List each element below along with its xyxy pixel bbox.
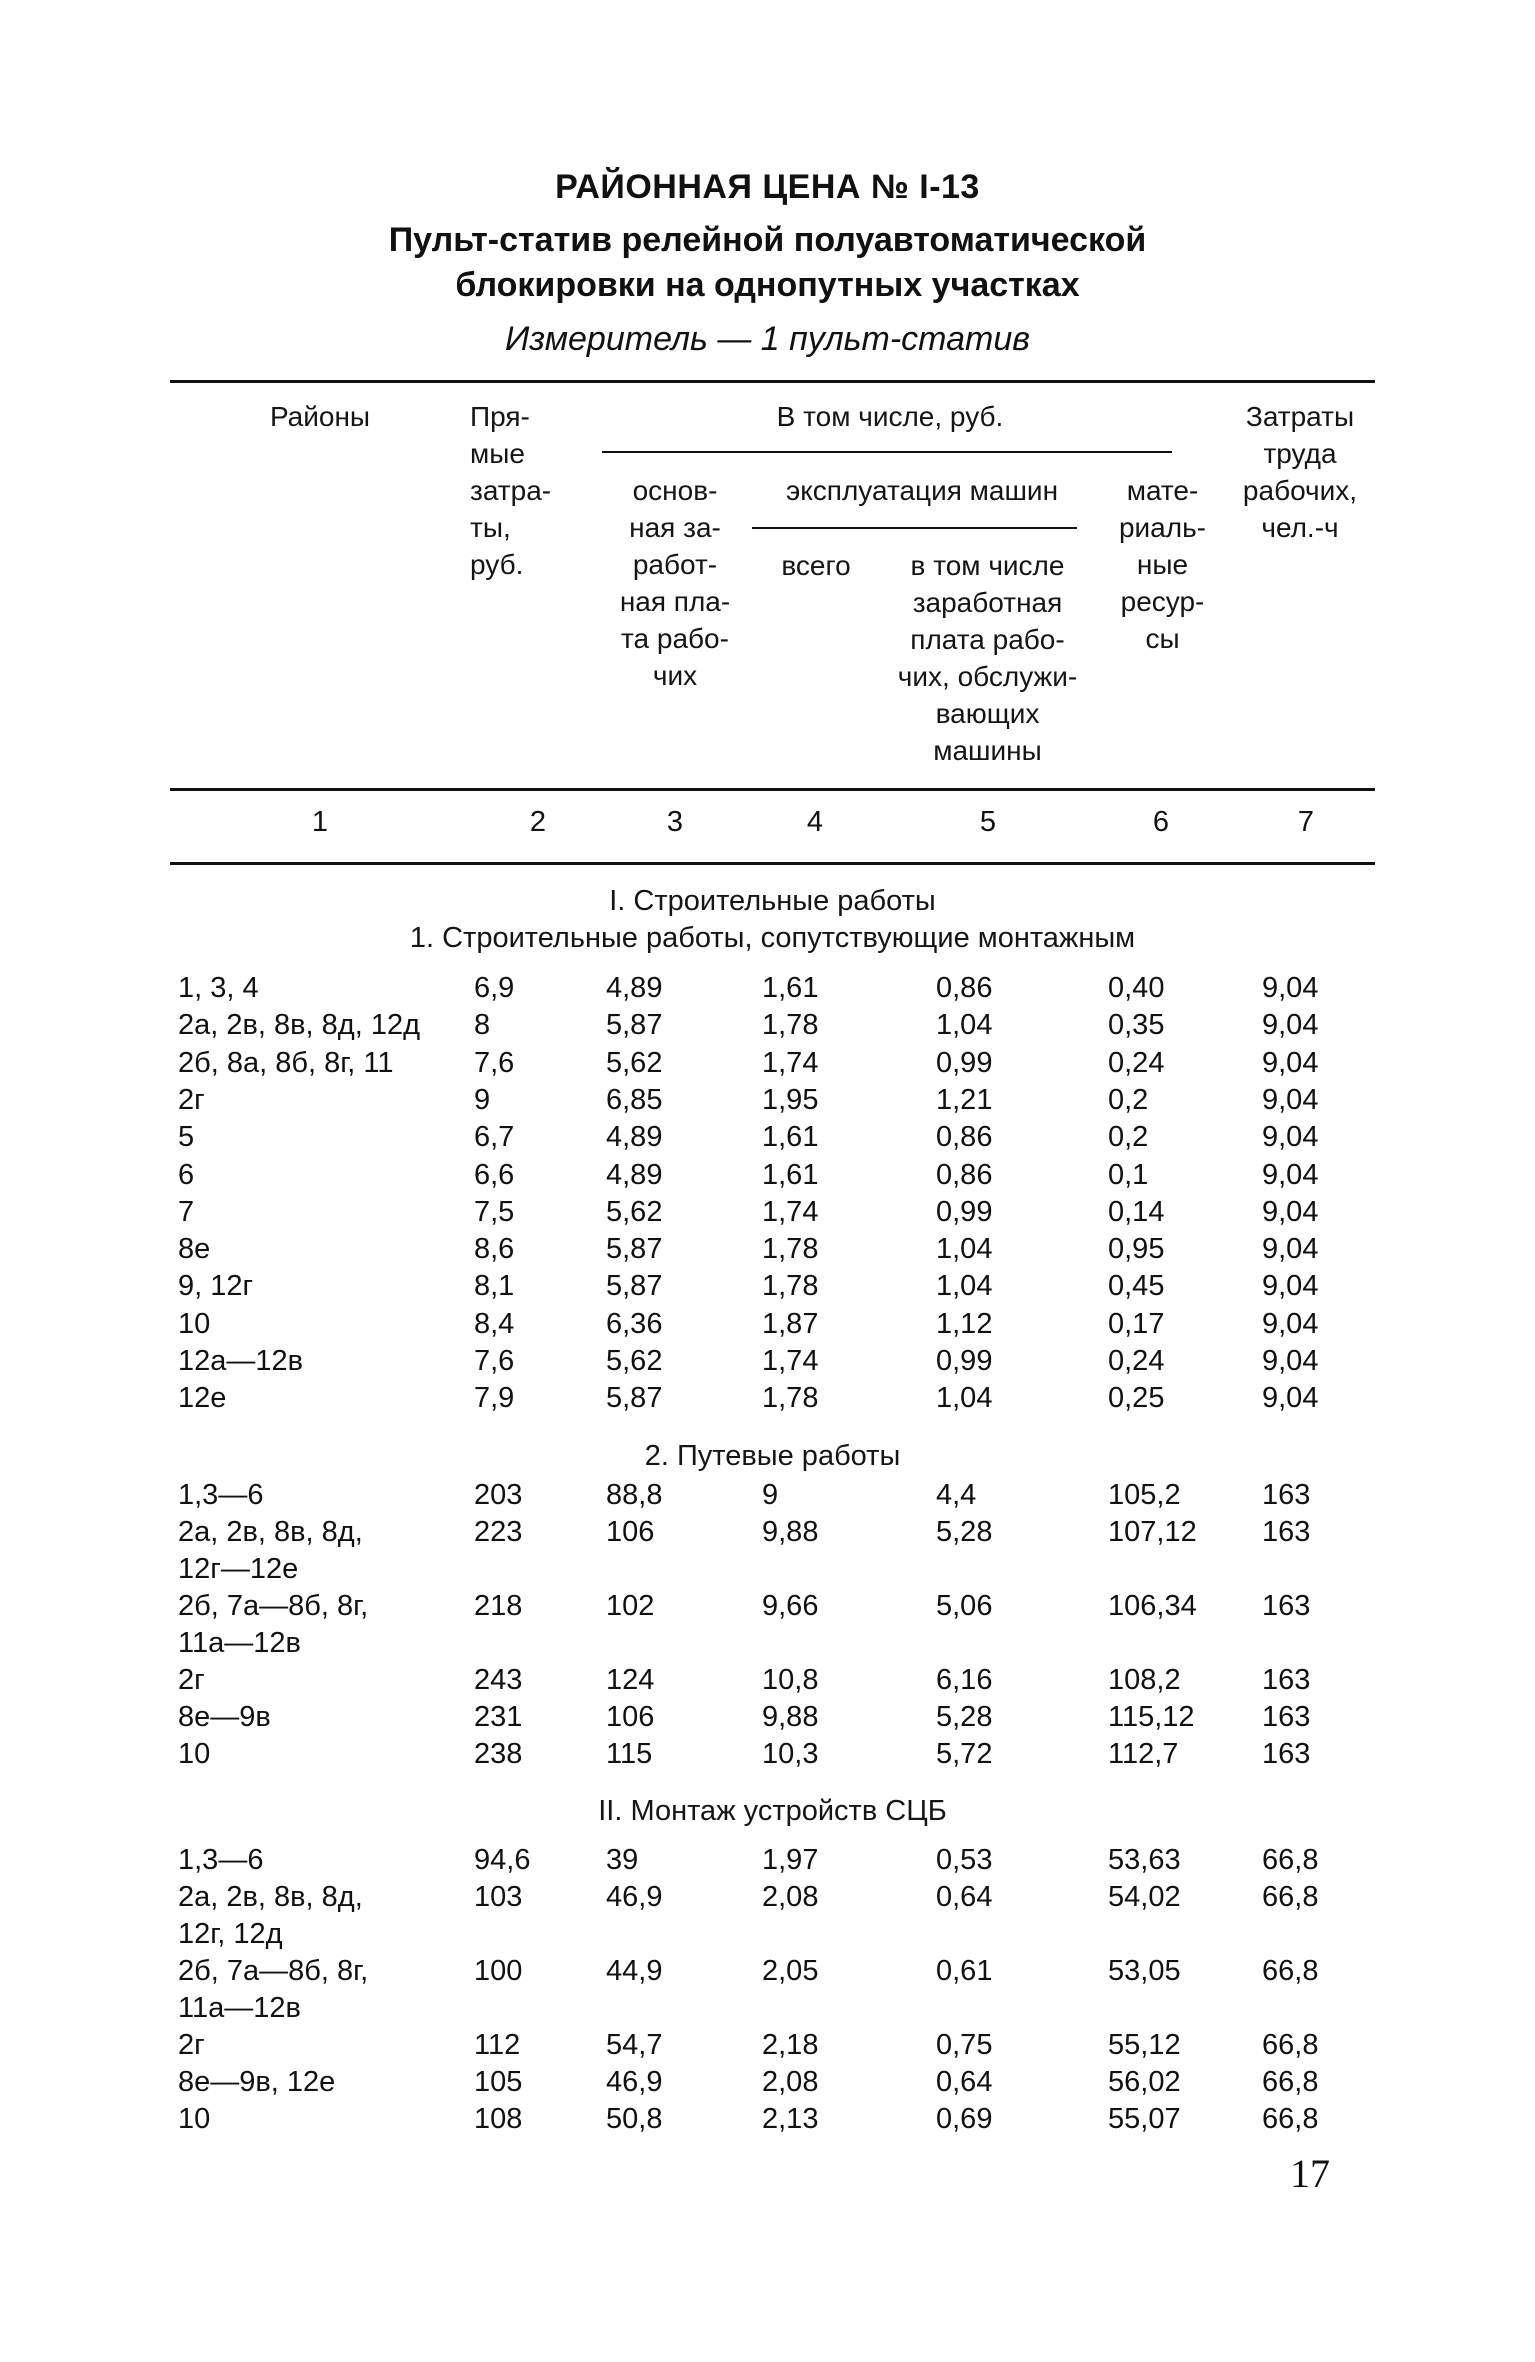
value-cell: 108 [474,2103,523,2135]
value-cell: 9 [762,1479,779,1511]
value-cell: 7,9 [474,1382,515,1415]
value-cell: 238 [474,1738,523,1770]
district-cell: 7 [178,1195,195,1228]
section-heading: II. Монтаж устройств СЦБ [598,1795,947,1827]
header-machine-rule [752,527,1077,529]
value-cell: 1,21 [936,1083,993,1116]
column-number: 2 [529,806,547,838]
district-cell: 2г [178,1083,205,1116]
district-cell: 8е [178,1233,211,1266]
district-cell: 8е—9в, 12е [178,2066,336,2098]
header-machine-wage: в том числе заработная плата рабо- чих, обслужи- вающих машины [897,550,1078,766]
value-cell: 6,6 [474,1158,515,1191]
district-cell: 5 [178,1121,195,1154]
value-cell: 9,04 [1262,1307,1319,1340]
value-cell: 8 [474,1009,491,1042]
value-cell: 0,24 [1108,1345,1165,1377]
value-cell: 1,74 [762,1195,819,1228]
value-cell: 106,34 [1108,1590,1197,1622]
district-cell: 8е—9в [178,1701,271,1733]
subsection-heading: 1. Строительные работы, сопутствующие монтажным [409,922,1136,954]
value-cell: 6,7 [474,1121,515,1154]
value-cell: 50,8 [606,2103,663,2135]
value-cell: 6,36 [606,1307,663,1340]
column-number: 6 [1152,806,1170,838]
value-cell: 7,6 [474,1046,515,1079]
value-cell: 9,04 [1262,1195,1319,1228]
district-cell: 2г [178,1664,205,1696]
header-total: всего [781,550,851,581]
value-cell: 0,2 [1108,1121,1149,1154]
value-cell: 124 [606,1664,655,1696]
district-cell: 2а, 2в, 8в, 8д, 12д [178,1009,421,1042]
value-cell: 9,04 [1262,1270,1319,1303]
district-cell: 10 [178,2103,211,2135]
value-cell: 6,9 [474,972,515,1004]
value-cell: 1,97 [762,1844,819,1876]
value-cell: 163 [1262,1590,1311,1622]
value-cell: 88,8 [606,1479,663,1511]
value-cell: 0,86 [936,972,993,1004]
value-cell: 66,8 [1262,1881,1319,1913]
table-top-rule [170,380,1375,383]
value-cell: 1,04 [936,1009,993,1042]
price-title: РАЙОННАЯ ЦЕНА № I-13 [555,168,980,206]
value-cell: 0,95 [1108,1233,1165,1266]
value-cell: 0,53 [936,1844,993,1876]
value-cell: 112,7 [1108,1738,1179,1770]
item-title: Пульт-статив релейной полуавтоматической блокировки на однопутных участках [388,221,1147,304]
value-cell: 106 [606,1701,655,1733]
value-cell: 163 [1262,1479,1311,1511]
colnum-top-rule [170,788,1375,791]
value-cell: 66,8 [1262,2066,1319,2098]
value-cell: 203 [474,1479,523,1511]
header-machine-operation: эксплуатация машин [785,475,1059,506]
district-cell: 1,3—6 [178,1479,264,1511]
column-number: 7 [1297,806,1315,838]
value-cell: 0,35 [1108,1009,1165,1042]
value-cell: 10,8 [762,1664,819,1696]
header-base-wage: основ- ная за- работ- ная пла- та рабо- чих [619,475,731,691]
value-cell: 55,12 [1108,2029,1181,2061]
value-cell: 0,45 [1108,1270,1165,1303]
column-number: 3 [666,806,684,838]
value-cell: 0,64 [936,1881,993,1913]
value-cell: 7,5 [474,1195,515,1228]
colnum-bottom-rule [170,862,1375,865]
value-cell: 56,02 [1108,2066,1181,2098]
value-cell: 9,04 [1262,1345,1319,1377]
value-cell: 53,63 [1108,1844,1181,1876]
value-cell: 1,61 [762,1158,819,1191]
value-cell: 163 [1262,1701,1311,1733]
value-cell: 218 [474,1590,523,1622]
value-cell: 0,24 [1108,1046,1165,1079]
value-cell: 0,61 [936,1955,993,1987]
value-cell: 0,14 [1108,1195,1165,1228]
value-cell: 2,05 [762,1955,819,1987]
value-cell: 8,1 [474,1270,515,1303]
value-cell: 2,18 [762,2029,819,2061]
district-cell: 2а, 2в, 8в, 8д, 12г, 12д [178,1881,363,1950]
value-cell: 0,86 [936,1121,993,1154]
value-cell: 0,1 [1108,1158,1149,1191]
table-row [0,1953,1535,2027]
district-cell: 1, 3, 4 [178,972,259,1004]
value-cell: 8,4 [474,1307,515,1340]
value-cell: 9,04 [1262,1158,1319,1191]
value-cell: 46,9 [606,2066,663,2098]
value-cell: 1,87 [762,1307,819,1340]
value-cell: 44,9 [606,1955,663,1987]
value-cell: 66,8 [1262,1955,1319,1987]
value-cell: 5,87 [606,1233,663,1266]
district-cell: 9, 12г [178,1270,254,1303]
value-cell: 94,6 [474,1844,531,1876]
value-cell: 163 [1262,1664,1311,1696]
value-cell: 6,16 [936,1664,993,1696]
column-number: 4 [806,806,824,838]
value-cell: 231 [474,1701,523,1733]
value-cell: 9,04 [1262,1121,1319,1154]
value-cell: 115,12 [1108,1701,1195,1733]
value-cell: 4,89 [606,1158,663,1191]
value-cell: 1,12 [936,1307,993,1340]
value-cell: 1,61 [762,972,819,1004]
header-materials: мате- риаль- ные ресур- сы [1118,475,1207,654]
value-cell: 1,78 [762,1233,819,1266]
district-cell: 12а—12в [178,1345,304,1377]
value-cell: 0,99 [936,1046,993,1079]
column-number: 5 [979,806,997,838]
value-cell: 9,04 [1262,1382,1319,1415]
header-districts: Районы [269,401,371,432]
district-cell: 2б, 7а—8б, 8г, 11а—12в [178,1590,369,1659]
value-cell: 55,07 [1108,2103,1181,2135]
value-cell: 46,9 [606,1881,663,1913]
value-cell: 54,7 [606,2029,663,2061]
value-cell: 9,88 [762,1516,819,1548]
value-cell: 0,40 [1108,972,1165,1004]
value-cell: 163 [1262,1516,1311,1548]
value-cell: 9,88 [762,1701,819,1733]
value-cell: 66,8 [1262,2103,1319,2135]
value-cell: 4,4 [936,1479,977,1511]
value-cell: 53,05 [1108,1955,1181,1987]
header-including-group: В том числе, руб. [776,401,1004,432]
value-cell: 0,69 [936,2103,993,2135]
value-cell: 115 [606,1738,653,1770]
value-cell: 4,89 [606,972,663,1004]
district-cell: 2а, 2в, 8в, 8д, 12г—12е [178,1516,363,1585]
table-row [0,1588,1535,1662]
header-group-rule [602,451,1172,453]
value-cell: 1,04 [936,1233,993,1266]
value-cell: 5,06 [936,1590,993,1622]
value-cell: 66,8 [1262,1844,1319,1876]
value-cell: 5,62 [606,1046,663,1079]
value-cell: 5,62 [606,1345,663,1377]
column-number: 1 [311,806,329,838]
value-cell: 1,74 [762,1345,819,1377]
value-cell: 105,2 [1108,1479,1181,1511]
value-cell: 1,61 [762,1121,819,1154]
table-row [0,1879,1535,1953]
value-cell: 103 [474,1881,523,1913]
value-cell: 9,04 [1262,1009,1319,1042]
district-cell: 2б, 7а—8б, 8г, 11а—12в [178,1955,369,2024]
district-cell: 2б, 8а, 8б, 8г, 11 [178,1046,394,1079]
section-heading: I. Строительные работы [609,885,936,917]
value-cell: 108,2 [1108,1664,1181,1696]
value-cell: 39 [606,1844,639,1876]
value-cell: 9,04 [1262,972,1319,1004]
value-cell: 6,85 [606,1083,663,1116]
value-cell: 7,6 [474,1345,515,1377]
subsection-heading: 2. Путевые работы [644,1440,901,1472]
value-cell: 1,04 [936,1270,993,1303]
value-cell: 54,02 [1108,1881,1181,1913]
value-cell: 0,25 [1108,1382,1165,1415]
value-cell: 4,89 [606,1121,663,1154]
value-cell: 107,12 [1108,1516,1197,1548]
page-number: 17 [1290,2151,1330,2196]
value-cell: 9,66 [762,1590,819,1622]
district-cell: 10 [178,1307,211,1340]
value-cell: 0,99 [936,1195,993,1228]
value-cell: 112 [474,2029,521,2061]
value-cell: 5,28 [936,1516,993,1548]
value-cell: 0,75 [936,2029,993,2061]
value-cell: 1,78 [762,1382,819,1415]
value-cell: 9,04 [1262,1046,1319,1079]
value-cell: 2,13 [762,2103,819,2135]
table-row [0,1514,1535,1588]
value-cell: 1,04 [936,1382,993,1415]
value-cell: 5,28 [936,1701,993,1733]
value-cell: 1,78 [762,1270,819,1303]
value-cell: 0,2 [1108,1083,1149,1116]
value-cell: 8,6 [474,1233,515,1266]
value-cell: 223 [474,1516,523,1548]
value-cell: 0,99 [936,1345,993,1377]
value-cell: 5,62 [606,1195,663,1228]
value-cell: 9,04 [1262,1233,1319,1266]
value-cell: 106 [606,1516,655,1548]
district-cell: 6 [178,1158,195,1191]
value-cell: 2,08 [762,2066,819,2098]
value-cell: 1,78 [762,1009,819,1042]
district-cell: 12е [178,1382,227,1415]
measure-unit: Измеритель — 1 пульт-статив [504,320,1031,358]
value-cell: 243 [474,1664,523,1696]
value-cell: 102 [606,1590,655,1622]
district-cell: 10 [178,1738,211,1770]
value-cell: 163 [1262,1738,1311,1770]
value-cell: 0,17 [1108,1307,1165,1340]
value-cell: 1,74 [762,1046,819,1079]
header-labor: Затраты труда рабочих, чел.-ч [1242,401,1358,543]
value-cell: 2,08 [762,1881,819,1913]
value-cell: 9 [474,1083,491,1116]
value-cell: 66,8 [1262,2029,1319,2061]
value-cell: 105 [474,2066,523,2098]
value-cell: 0,86 [936,1158,993,1191]
value-cell: 5,87 [606,1009,663,1042]
value-cell: 1,95 [762,1083,819,1116]
value-cell: 100 [474,1955,523,1987]
district-cell: 2г [178,2029,205,2061]
value-cell: 0,64 [936,2066,993,2098]
district-cell: 1,3—6 [178,1844,264,1876]
value-cell: 5,87 [606,1382,663,1415]
header-direct-costs: Пря- мые затра- ты, руб. [470,401,552,580]
value-cell: 5,72 [936,1738,993,1770]
value-cell: 5,87 [606,1270,663,1303]
value-cell: 9,04 [1262,1083,1319,1116]
value-cell: 10,3 [762,1738,819,1770]
